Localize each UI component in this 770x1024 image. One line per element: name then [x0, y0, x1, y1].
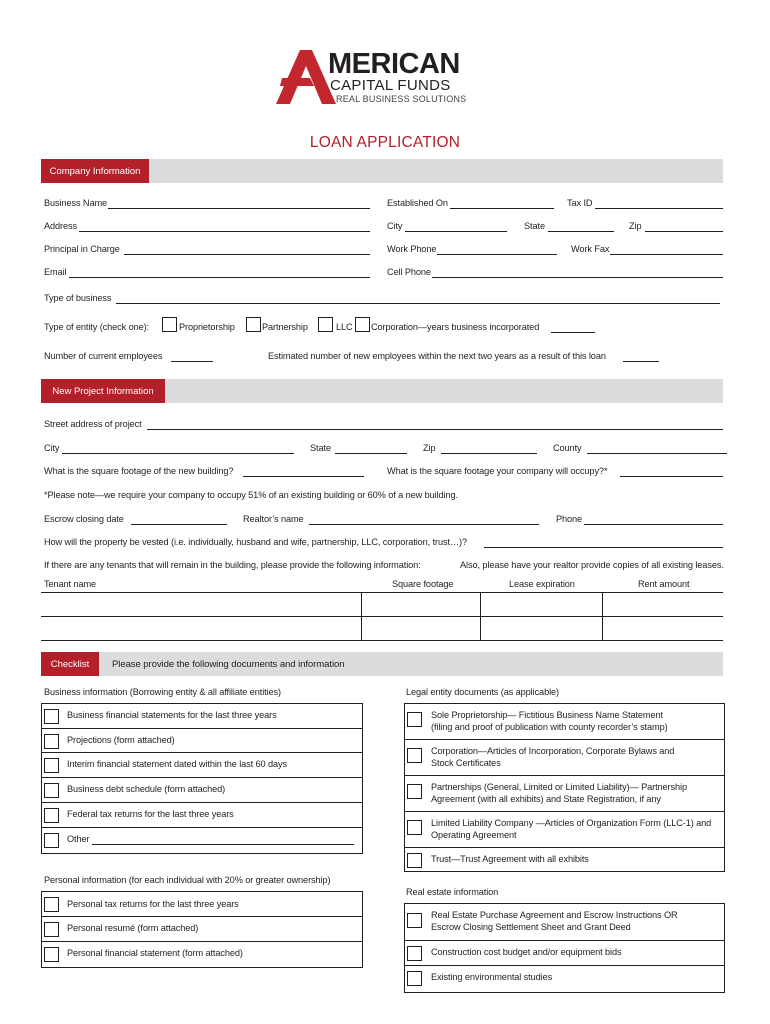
- logo-line2: CAPITAL FUNDS: [330, 77, 451, 94]
- item-sole-proprietorship-l1: Sole Proprietorship— Fictitious Business Name Statement: [431, 710, 663, 720]
- item-personal-resume: Personal resumé (form attached): [67, 923, 199, 933]
- row-divider: [404, 940, 724, 941]
- checkbox-llc[interactable]: [318, 317, 333, 332]
- item-construction-budget: Construction cost budget and/or equipment bids: [431, 947, 622, 957]
- label-tax-id: Tax ID: [567, 198, 593, 208]
- logo-a-mark: [272, 48, 336, 106]
- label-address: Address: [44, 221, 78, 231]
- label-project-city: City: [44, 443, 60, 453]
- item-other: Other: [67, 834, 90, 844]
- option-proprietorship: Proprietorship: [179, 322, 235, 332]
- col-rent-amount: Rent amount: [638, 579, 690, 589]
- field-principal[interactable]: [124, 254, 370, 255]
- table-divider: [602, 592, 603, 640]
- checkbox-partnership[interactable]: [246, 317, 261, 332]
- item-debt-schedule: Business debt schedule (form attached): [67, 784, 226, 794]
- label-work-phone: Work Phone: [387, 244, 437, 254]
- col-square-footage: Square footage: [392, 579, 454, 589]
- checklist-intro: Please provide the following documents and information: [112, 659, 345, 670]
- checkbox-trust[interactable]: [407, 853, 422, 868]
- item-trust: Trust—Trust Agreement with all exhibits: [431, 854, 589, 864]
- item-llc-l1: Limited Liability Company —Articles of Organization Form (LLC-1) and: [431, 818, 712, 828]
- field-zip[interactable]: [645, 231, 723, 232]
- label-work-fax: Work Fax: [571, 244, 610, 254]
- heading-business-info: Business information (Borrowing entity & all affiliate entities): [44, 687, 282, 697]
- field-project-state[interactable]: [335, 453, 407, 454]
- field-project-county[interactable]: [587, 453, 727, 454]
- label-sqft-building: What is the square footage of the new building?: [44, 466, 234, 476]
- row-divider: [404, 739, 724, 740]
- field-escrow-date[interactable]: [131, 524, 227, 525]
- row-divider: [404, 811, 724, 812]
- item-purchase-agreement-l1: Real Estate Purchase Agreement and Escrow Instructions OR: [431, 910, 678, 920]
- item-personal-fin-statement: Personal financial statement (form attached): [67, 948, 243, 958]
- business-info-list: [41, 703, 363, 854]
- field-cell-phone[interactable]: [432, 277, 723, 278]
- item-environmental-studies: Existing environmental studies: [431, 972, 553, 982]
- label-established-on: Established On: [387, 198, 448, 208]
- item-personal-tax-returns: Personal tax returns for the last three years: [67, 899, 239, 909]
- row-divider: [41, 752, 362, 753]
- tab-company-information: Company Information: [41, 159, 149, 183]
- field-project-city[interactable]: [62, 453, 294, 454]
- checkbox-sole-proprietorship[interactable]: [407, 712, 422, 727]
- item-corporation-l1: Corporation—Articles of Incorporation, Corporate Bylaws and: [431, 746, 675, 756]
- label-principal: Principal in Charge: [44, 244, 120, 254]
- label-realtor-phone: Phone: [556, 514, 583, 524]
- field-city[interactable]: [405, 231, 507, 232]
- page-title: LOAN APPLICATION: [309, 134, 461, 151]
- row-divider: [41, 941, 362, 942]
- field-state[interactable]: [548, 231, 614, 232]
- label-type-of-entity: Type of entity (check one):: [44, 322, 150, 332]
- field-other[interactable]: [92, 844, 354, 845]
- label-business-name: Business Name: [44, 198, 108, 208]
- field-vested[interactable]: [484, 547, 723, 548]
- checkbox-llc-docs[interactable]: [407, 820, 422, 835]
- item-federal-tax-returns: Federal tax returns for the last three years: [67, 809, 234, 819]
- label-est-employees: Estimated number of new employees within the next two years as a result of this loan: [268, 351, 606, 361]
- row-divider: [41, 777, 362, 778]
- field-sqft-building[interactable]: [243, 476, 364, 477]
- row-divider: [404, 775, 724, 776]
- label-num-employees: Number of current employees: [44, 351, 163, 361]
- label-street-address: Street address of project: [44, 419, 142, 429]
- label-sqft-company: What is the square footage your company will occupy?*: [387, 466, 608, 476]
- label-state: State: [524, 221, 545, 231]
- row-divider: [41, 916, 362, 917]
- table-rule: [41, 592, 723, 593]
- label-realtor-name: Realtor’s name: [243, 514, 304, 524]
- item-projections: Projections (form attached): [67, 735, 175, 745]
- label-city: City: [387, 221, 403, 231]
- checkbox-interim-statement[interactable]: [44, 758, 59, 773]
- field-realtor-name[interactable]: [309, 524, 539, 525]
- checkbox-projections[interactable]: [44, 734, 59, 749]
- table-row[interactable]: [41, 616, 723, 617]
- col-tenant-name: Tenant name: [44, 579, 97, 589]
- option-llc: LLC: [336, 322, 353, 332]
- field-business-name[interactable]: [108, 208, 370, 209]
- label-cell-phone: Cell Phone: [387, 267, 431, 277]
- row-divider: [41, 802, 362, 803]
- checkbox-personal-tax-returns[interactable]: [44, 897, 59, 912]
- label-tenants: If there are any tenants that will remain in the building, please provide the following information:: [44, 560, 421, 570]
- logo-line1: MERICAN: [328, 48, 460, 80]
- item-interim-statement: Interim financial statement dated within the last 60 days: [67, 759, 288, 769]
- field-realtor-phone[interactable]: [584, 524, 723, 525]
- heading-legal-entity: Legal entity documents (as applicable): [406, 687, 559, 697]
- checkbox-federal-tax-returns[interactable]: [44, 808, 59, 823]
- field-sqft-company[interactable]: [620, 476, 723, 477]
- field-street-address[interactable]: [147, 429, 723, 430]
- checkbox-other[interactable]: [44, 833, 59, 848]
- field-type-of-business[interactable]: [116, 303, 720, 304]
- field-years-incorporated[interactable]: [551, 332, 595, 333]
- label-project-state: State: [310, 443, 331, 453]
- table-row[interactable]: [41, 640, 723, 641]
- heading-personal-info: Personal information (for each individual with 20% or greater ownership): [44, 875, 331, 885]
- logo-line3: REAL BUSINESS SOLUTIONS: [336, 94, 467, 104]
- tab-new-project-information: New Project Information: [41, 379, 165, 403]
- label-type-of-business: Type of business: [44, 293, 112, 303]
- checkbox-personal-fin-statement[interactable]: [44, 947, 59, 962]
- label-zip: Zip: [629, 221, 642, 231]
- label-vested: How will the property be vested (i.e. individually, husband and wife, partnership, LLC, corporation, trust…)?: [44, 537, 468, 547]
- checkbox-partnerships[interactable]: [407, 784, 422, 799]
- checkbox-debt-schedule[interactable]: [44, 783, 59, 798]
- row-divider: [41, 728, 362, 729]
- field-tax-id[interactable]: [595, 208, 723, 209]
- item-business-fin-statements: Business financial statements for the last three years: [67, 710, 277, 720]
- checkbox-proprietorship[interactable]: [162, 317, 177, 332]
- checkbox-purchase-agreement[interactable]: [407, 913, 422, 928]
- table-divider: [480, 592, 481, 640]
- logo: [272, 48, 472, 108]
- heading-real-estate: Real estate information: [406, 887, 499, 897]
- row-divider: [404, 965, 724, 966]
- checkbox-business-fin-statements[interactable]: [44, 709, 59, 724]
- item-partnerships-l1: Partnerships (General, Limited or Limited Liability)— Partnership: [431, 782, 687, 792]
- option-partnership: Partnership: [262, 322, 308, 332]
- checkbox-environmental-studies[interactable]: [407, 971, 422, 986]
- note-occupancy: *Please note—we require your company to occupy 51% of an existing building or 60% of a new building.: [44, 490, 458, 500]
- checkbox-construction-budget[interactable]: [407, 946, 422, 961]
- checkbox-personal-resume[interactable]: [44, 922, 59, 937]
- item-sole-proprietorship-l2: (filing and proof of publication with county recorder’s stamp): [431, 722, 668, 732]
- label-email: Email: [44, 267, 67, 277]
- item-partnerships-l2: Agreement (with all exhibits) and State Registration, if any: [431, 794, 661, 804]
- field-project-zip[interactable]: [441, 453, 537, 454]
- tab-checklist: Checklist: [41, 652, 99, 676]
- row-divider: [404, 847, 724, 848]
- field-work-phone[interactable]: [437, 254, 557, 255]
- field-est-employees[interactable]: [623, 361, 659, 362]
- field-num-employees[interactable]: [171, 361, 213, 362]
- item-llc-l2: Operating Agreement: [431, 830, 517, 840]
- row-divider: [41, 827, 362, 828]
- field-address[interactable]: [79, 231, 370, 232]
- col-lease-expiration: Lease expiration: [509, 579, 575, 589]
- checkbox-corporation[interactable]: [355, 317, 370, 332]
- field-work-fax[interactable]: [610, 254, 723, 255]
- note-leases: Also, please have your realtor provide copies of all existing leases.: [460, 560, 724, 570]
- item-corporation-l2: Stock Certificates: [431, 758, 501, 768]
- item-purchase-agreement-l2: Escrow Closing Settlement Sheet and Grant Deed: [431, 922, 631, 932]
- field-email[interactable]: [69, 277, 370, 278]
- label-escrow-date: Escrow closing date: [44, 514, 124, 524]
- field-established-on[interactable]: [450, 208, 554, 209]
- label-project-zip: Zip: [423, 443, 436, 453]
- option-corporation: Corporation—years business incorporated: [371, 322, 540, 332]
- checkbox-corporation-docs[interactable]: [407, 748, 422, 763]
- label-project-county: County: [553, 443, 582, 453]
- table-divider: [361, 592, 362, 640]
